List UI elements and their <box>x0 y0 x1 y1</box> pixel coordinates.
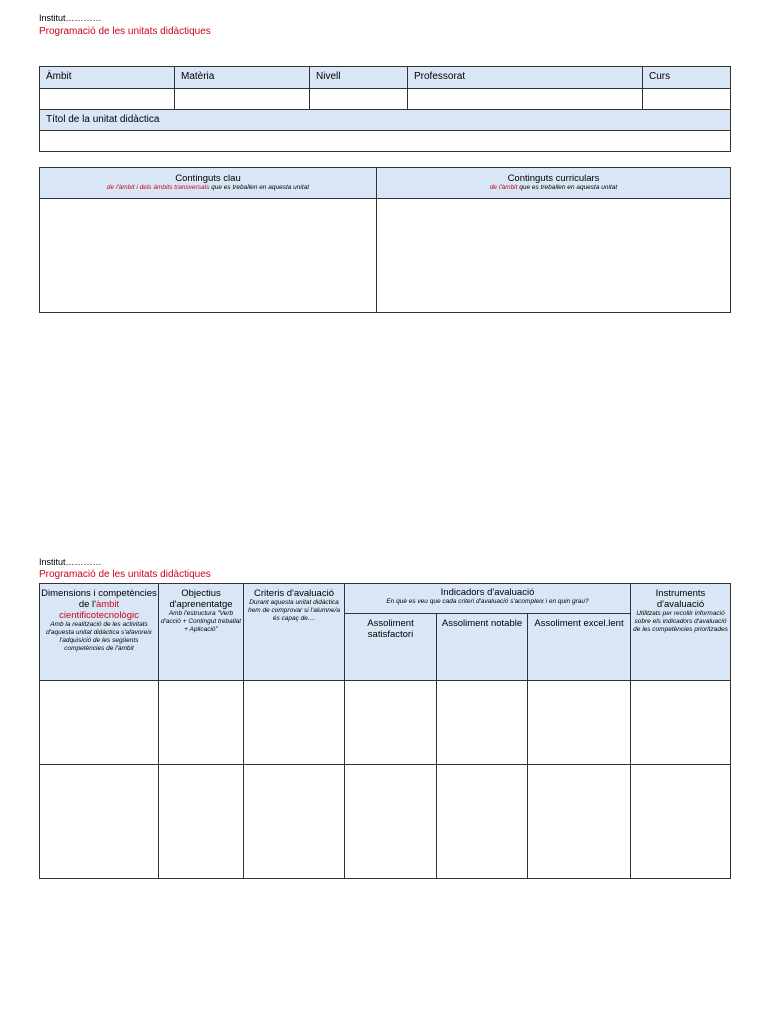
materia-field[interactable] <box>175 89 310 110</box>
indicator-satisfactori: Assoliment satisfactori <box>345 614 437 681</box>
eval-cell[interactable] <box>345 765 437 879</box>
eval-cell[interactable] <box>40 765 159 879</box>
key-contents-sub: que es treballen en aquesta unitat <box>209 184 310 191</box>
unit-title-label: Títol de la unitat didàctica <box>40 110 731 131</box>
eval-cell[interactable] <box>528 765 631 879</box>
dimensions-title: Dimensions i competències <box>41 588 157 599</box>
dimensions-header <box>40 584 159 681</box>
header-nivell: Nivell <box>310 67 408 89</box>
key-contents-field[interactable] <box>40 199 377 313</box>
key-contents-sub-red: de l'àmbit i dels àmbits transversals <box>106 184 210 191</box>
header-ambit: Àmbit <box>40 67 175 89</box>
institut-label-2: Institut………… <box>39 557 102 567</box>
contents-table <box>39 167 731 313</box>
page-title-2: Programació de les unitats didàctiques <box>39 569 211 580</box>
instruments-sub: Utilitzats per recollir informació sobre els indicadors d'avaluació de les competències prioritzades <box>633 610 728 633</box>
curricular-contents-title: Continguts curriculars <box>507 173 600 184</box>
unit-title-field[interactable] <box>40 131 731 152</box>
indicators-sub: En què es veu que cada criteri d'avaluació s'acompleix i en quin grau? <box>386 598 589 605</box>
header-materia: Matèria <box>175 67 310 89</box>
professorat-field[interactable] <box>408 89 643 110</box>
eval-cell[interactable] <box>437 765 528 879</box>
eval-cell[interactable] <box>244 765 345 879</box>
dimensions-sub: Amb la realització de les activitats d'aquesta unitat didàctica s'afavoreix l'adquisició de les següents competències de l'àmbit <box>46 621 152 652</box>
header-professorat: Professorat <box>408 67 643 89</box>
ambit-field[interactable] <box>40 89 175 110</box>
info-table <box>39 66 731 152</box>
eval-cell[interactable] <box>40 681 159 765</box>
curricular-contents-sub-red: de l'àmbit <box>489 184 518 191</box>
header-curs: Curs <box>643 67 731 89</box>
objectives-title: Objectius d'aprenentatge <box>169 588 233 610</box>
key-contents-header <box>40 168 377 199</box>
evaluation-table <box>39 583 731 879</box>
curricular-contents-sub: que es treballen en aquesta unitat <box>517 184 618 191</box>
indicator-notable: Assoliment notable <box>437 614 528 681</box>
instruments-header <box>631 584 731 681</box>
curs-field[interactable] <box>643 89 731 110</box>
objectives-header <box>159 584 244 681</box>
ambit-red-label: àmbit cientificotecnològic <box>59 599 139 621</box>
page-title: Programació de les unitats didàctiques <box>39 26 211 37</box>
nivell-field[interactable] <box>310 89 408 110</box>
eval-cell[interactable] <box>528 681 631 765</box>
indicators-title: Indicadors d'avaluació <box>440 587 535 598</box>
eval-cell[interactable] <box>244 681 345 765</box>
dimensions-title-2: de l' <box>78 599 96 610</box>
objectives-sub: Amb l'estructura "Verb d'acció + Contingut treballat + Aplicació" <box>160 610 242 633</box>
criteria-sub: Durant aquesta unitat didàctica hem de comprovar si l'alumne/a és capaç de.... <box>248 599 340 622</box>
eval-cell[interactable] <box>631 681 731 765</box>
indicator-excellent: Assoliment excel.lent <box>528 614 631 681</box>
criteria-title: Criteris d'avaluació <box>254 588 334 599</box>
key-contents-title: Continguts clau <box>175 173 241 184</box>
indicators-header <box>345 584 631 614</box>
eval-cell[interactable] <box>159 681 244 765</box>
institut-label: Institut………… <box>39 13 102 23</box>
eval-cell[interactable] <box>437 681 528 765</box>
criteria-header <box>244 584 345 681</box>
eval-cell[interactable] <box>345 681 437 765</box>
curricular-contents-field[interactable] <box>377 199 731 313</box>
eval-cell[interactable] <box>159 765 244 879</box>
eval-cell[interactable] <box>631 765 731 879</box>
curricular-contents-header <box>377 168 731 199</box>
instruments-title: Instruments d'avaluació <box>655 588 706 610</box>
